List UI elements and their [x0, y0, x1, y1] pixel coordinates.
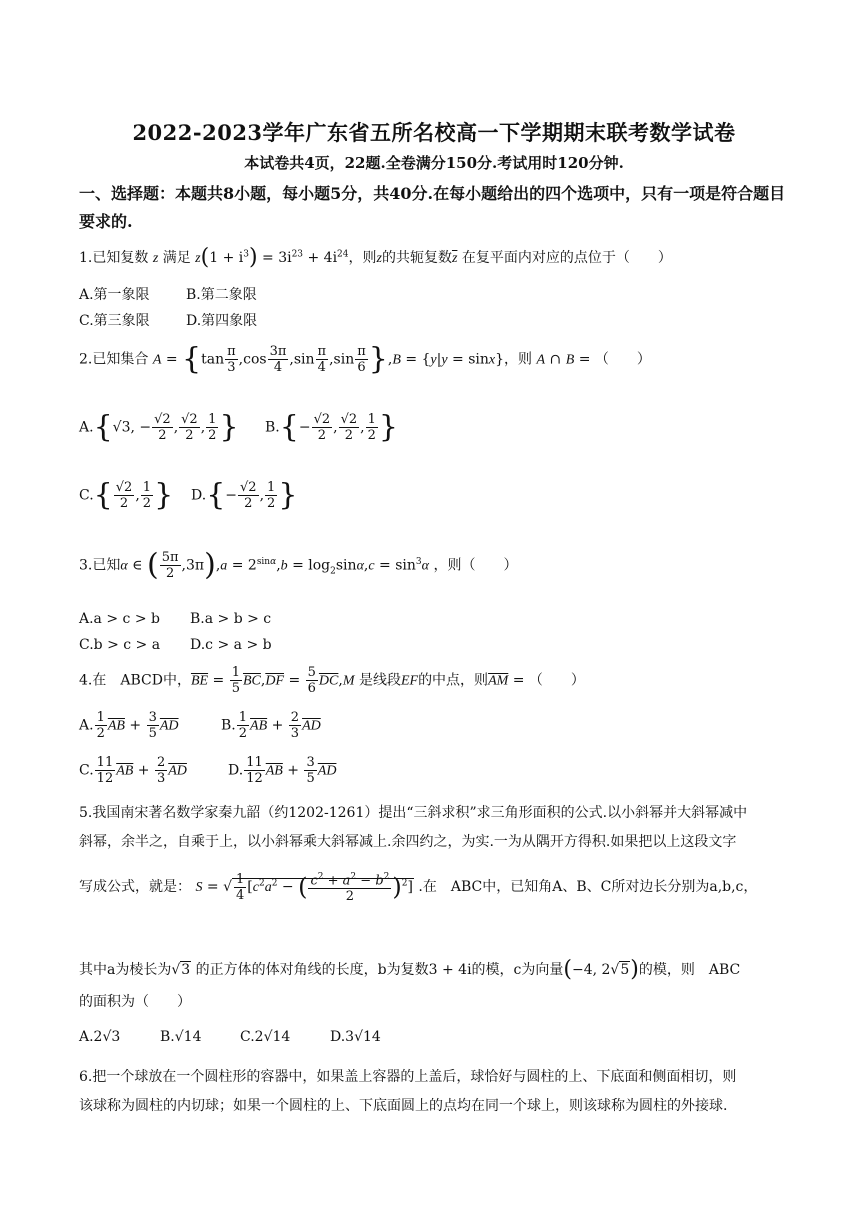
- q1-option-d: D.第四象限: [186, 313, 258, 329]
- question-1-stem: 1.已知复数 z 满足 $z(1 + i^3) = 3i^{23} + 4i^{24}$，则z的共轭复数$\overline{z}$ 在复平面内对应的点位于（ ）: [79, 245, 672, 270]
- q3-option-d: D.c > a > b: [190, 637, 272, 653]
- q2-option-b: B.{− $\frac{√2}{2}$ , $\frac{√2}{2}$ , $\frac{1}{2}$ }: [265, 409, 398, 445]
- q5-option-a: A.2√3: [79, 1029, 121, 1045]
- q6-line-2: 该球称为圆柱的内切球；如果一个圆柱的上、下底面圆上的点均在同一个球上，则该球称为圆柱的外接球.: [79, 1098, 728, 1114]
- q5-line-2: 斜幂，余半之，自乘于上，以小斜幂乘大斜幂减上.余四约之，为实.一为从隅开方得积.如果把以上这段文字: [79, 834, 737, 850]
- q2-option-d: D.{− $\frac{√2}{2}$ , $\frac{1}{2}$ }: [191, 477, 298, 513]
- q2-option-a: A.{√3, − $\frac{√2}{2}$ , $\frac{√2}{2}$ , $\frac{1}{2}$ }: [79, 409, 239, 445]
- q5-option-b: B.√14: [160, 1029, 202, 1045]
- q2-option-c: C.{ $\frac{√2}{2}$ , $\frac{1}{2}$ }: [79, 477, 174, 513]
- q5-option-c: C.2√14: [240, 1029, 291, 1045]
- question-4-stem: 4.在 ABCD中，$\overline{BE}$ = $\frac{1}{5}$ $\overline{BC},\overline{DF}$ = $\frac{5}{6}$ $\overline{DC},M$ 是线段EF的中点，则$\overline{AM}$ = （ ）: [79, 665, 585, 696]
- q4-option-c: C. $\frac{11}{12}$ $\overline{AB}$ + $\frac{2}{3}$ $\overline{AD}$: [79, 755, 187, 786]
- q1-option-c: C.第三象限: [79, 313, 150, 329]
- exam-title: 2022-2023学年广东省五所名校高一下学期期末联考数学试卷: [132, 120, 736, 145]
- exam-subtitle: 本试卷共4页，22题.全卷满分150分.考试用时120分钟.: [244, 154, 624, 172]
- section-heading: 一、选择题：本题共8小题，每小题5分，共40分.在每小题给出的四个选项中，只有一项是符合题目要求的.: [79, 184, 786, 231]
- question-3-stem: 3.已知α ∈ ( $\frac{5\pi}{2}$ $,3\pi),a = 2^{sin\alpha},b = \log_2\sin\alpha,c = \sin^3\alpha$ ，则（ ）: [79, 547, 518, 583]
- q6-line-1: 6.把一个球放在一个圆柱形的容器中，如果盖上容器的上盖后，球恰好与圆柱的上、下底面和侧面相切，则: [79, 1069, 737, 1085]
- q5-line-5: 的面积为（ ）: [79, 994, 191, 1010]
- q3-option-a: A.a > c > b: [79, 611, 160, 627]
- q4-option-d: D. $\frac{11}{12}$ $\overline{AB}$ + $\frac{3}{5}$ $\overline{AD}$: [228, 755, 337, 786]
- q1-option-b: B.第二象限: [186, 287, 257, 303]
- area-formula: S = √ $\frac{1}{4}$ [$c^2a^2$ − ( $\frac{c^2 + a^2 - b^2}{2}$ )$^2$]: [195, 871, 413, 905]
- q5-line-1: 5.我国南宋著名数学家秦九韶（约1202-1261）提出“三斜求积”求三角形面积的公式.以小斜幂并大斜幂减中: [79, 805, 748, 821]
- q4-option-b: B. $\frac{1}{2}$ $\overline{AB}$ + $\frac{2}{3}$ $\overline{AD}$: [221, 710, 321, 741]
- q3-option-b: B.a > b > c: [190, 611, 272, 627]
- q5-line-4: 其中a为棱长为√3 的正方体的体对角线的长度，b为复数3 + 4i的模，c为向量(−4, 2√5)的模，则 ABC: [79, 957, 741, 982]
- q5-line-3: 写成公式，就是： S = √ $\frac{1}{4}$ [$c^2a^2$ − ( $\frac{c^2 + a^2 - b^2}{2}$ )$^2$] .在 ABC中，已知角A、B、C所对边长分别为a,b,c，: [79, 871, 758, 905]
- question-2-stem: 2.已知集合 A = {tan $\frac{\pi}{3}$ ,cos $\frac{3\pi}{4}$ ,sin $\frac{\pi}{4}$ ,sin $\frac{\pi}{6}$ },B = {y|y = sinx}，则 A ∩ B = （ ）: [79, 341, 651, 377]
- q3-option-c: C.b > c > a: [79, 637, 161, 653]
- q4-option-a: A. $\frac{1}{2}$ $\overline{AB}$ + $\frac{3}{5}$ $\overline{AD}$: [79, 710, 179, 741]
- q1-option-a: A.第一象限: [79, 287, 150, 303]
- q5-option-d: D.3√14: [330, 1029, 381, 1045]
